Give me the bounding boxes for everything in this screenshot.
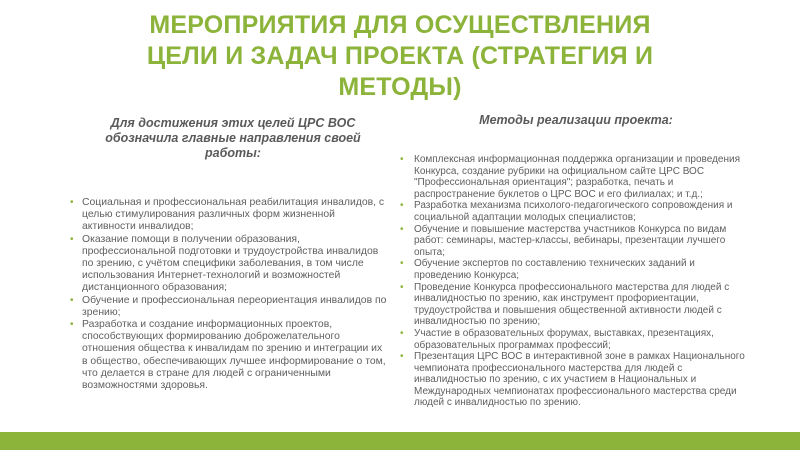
bullet-icon: • [400, 327, 404, 339]
bullet-icon: • [400, 154, 404, 165]
bullet-icon: • [400, 281, 404, 293]
list-item [400, 282, 752, 328]
left-heading-line: Для достижения этих целей ЦРС ВОС [110, 116, 356, 130]
list-item [400, 224, 752, 259]
methods-list [400, 154, 752, 409]
list-item-text: Социальная и профессиональная реабилитация инвалидов, с целью стимулирования различных форм жизненной активности инвалидов; [82, 197, 385, 233]
right-column-heading: Методы реализации проекта: [479, 113, 673, 127]
list-item [70, 233, 390, 295]
slide-title [40, 10, 760, 103]
bullet-icon: • [70, 294, 74, 306]
list-item-text: Разработка и создание информационных проектов, способствующих формированию доброжелательного отношения общества к инвалидам по зрению и интеграции их в общество, обеспечивающих лучшее информирование о том, что делается в стране для людей с ограниченными возможностями здоровья. [82, 319, 386, 392]
list-item [70, 294, 390, 319]
list-item [70, 319, 390, 392]
left-heading-line: работы: [205, 146, 261, 160]
list-item-text: Обучение экспертов по составлению технических заданий и проведению Конкурса; [414, 258, 695, 281]
list-item-text: Презентация ЦРС ВОС в интерактивной зоне в рамках Национального чемпионата профессионального мастерства для людей с инвалидностью по зрению, с их участием в Национальных и Международных чемпионатах профессионального мастерства среди людей с инвалидностью по зрению. [414, 351, 745, 409]
list-item-text: Обучение и профессиональная переориентация инвалидов по зрению; [82, 294, 387, 318]
list-item-text: Обучение и повышение мастерства участников Конкурса по видам работ: семинары, мастер-классы, вебинары, презентации лучшего опыта; [414, 223, 727, 258]
bullet-icon: • [400, 258, 404, 270]
list-item-text: Участие в образовательных форумах, выставках, презентациях, образовательных программах профессий; [414, 327, 714, 351]
list-item-text: Комплексная информационная поддержка организации и проведения Конкурса, создание рубрики на официальном сайте ЦРС ВОС "Профессиональная ориентация"; разработка, печать и распространение буклетов о ЦРС ВОС и его филиалах; и т.д.; [414, 154, 740, 200]
list-item [400, 154, 752, 200]
list-item-text: Оказание помощи в получении образования, профессиональной подготовки и трудоустройства инвалидов по зрению, с учётом специфики заболевания, в том числе использования Интернет-технологий и возможностей дистанционного образования; [82, 233, 379, 294]
left-column-heading [82, 116, 390, 161]
bullet-icon: • [70, 197, 74, 208]
directions-list [70, 197, 390, 392]
list-item [400, 258, 752, 281]
left-heading-line: обозначила главные направления своей [105, 131, 361, 145]
left-column [70, 116, 390, 392]
footer-accent-bar [0, 432, 800, 450]
slide-title-line: ЦЕЛИ И ЗАДАЧ ПРОЕКТА (СТРАТЕГИЯ И [146, 42, 654, 70]
bullet-icon: • [400, 223, 404, 235]
right-column [400, 113, 752, 409]
bullet-icon: • [400, 200, 404, 212]
bullet-icon: • [400, 351, 404, 363]
list-item [70, 197, 390, 234]
slide-title-line: МЕТОДЫ) [338, 73, 462, 101]
bullet-icon: • [70, 319, 74, 331]
list-item-text: Разработка механизма психолого-педагогического сопровождения и социальной адаптации молодых специалистов; [414, 200, 733, 223]
bullet-icon: • [70, 233, 74, 245]
list-item [400, 351, 752, 409]
list-item-text: Проведение Конкурса профессионального мастерства для людей с инвалидностью по зрению, как инструмент профориентации, трудоустройства и повышения общественной активности людей с инвалидностью по зрению; [414, 281, 730, 328]
slide-title-line: МЕРОПРИЯТИЯ ДЛЯ ОСУЩЕСТВЛЕНИЯ [149, 11, 651, 39]
list-item [400, 328, 752, 351]
list-item [400, 200, 752, 223]
